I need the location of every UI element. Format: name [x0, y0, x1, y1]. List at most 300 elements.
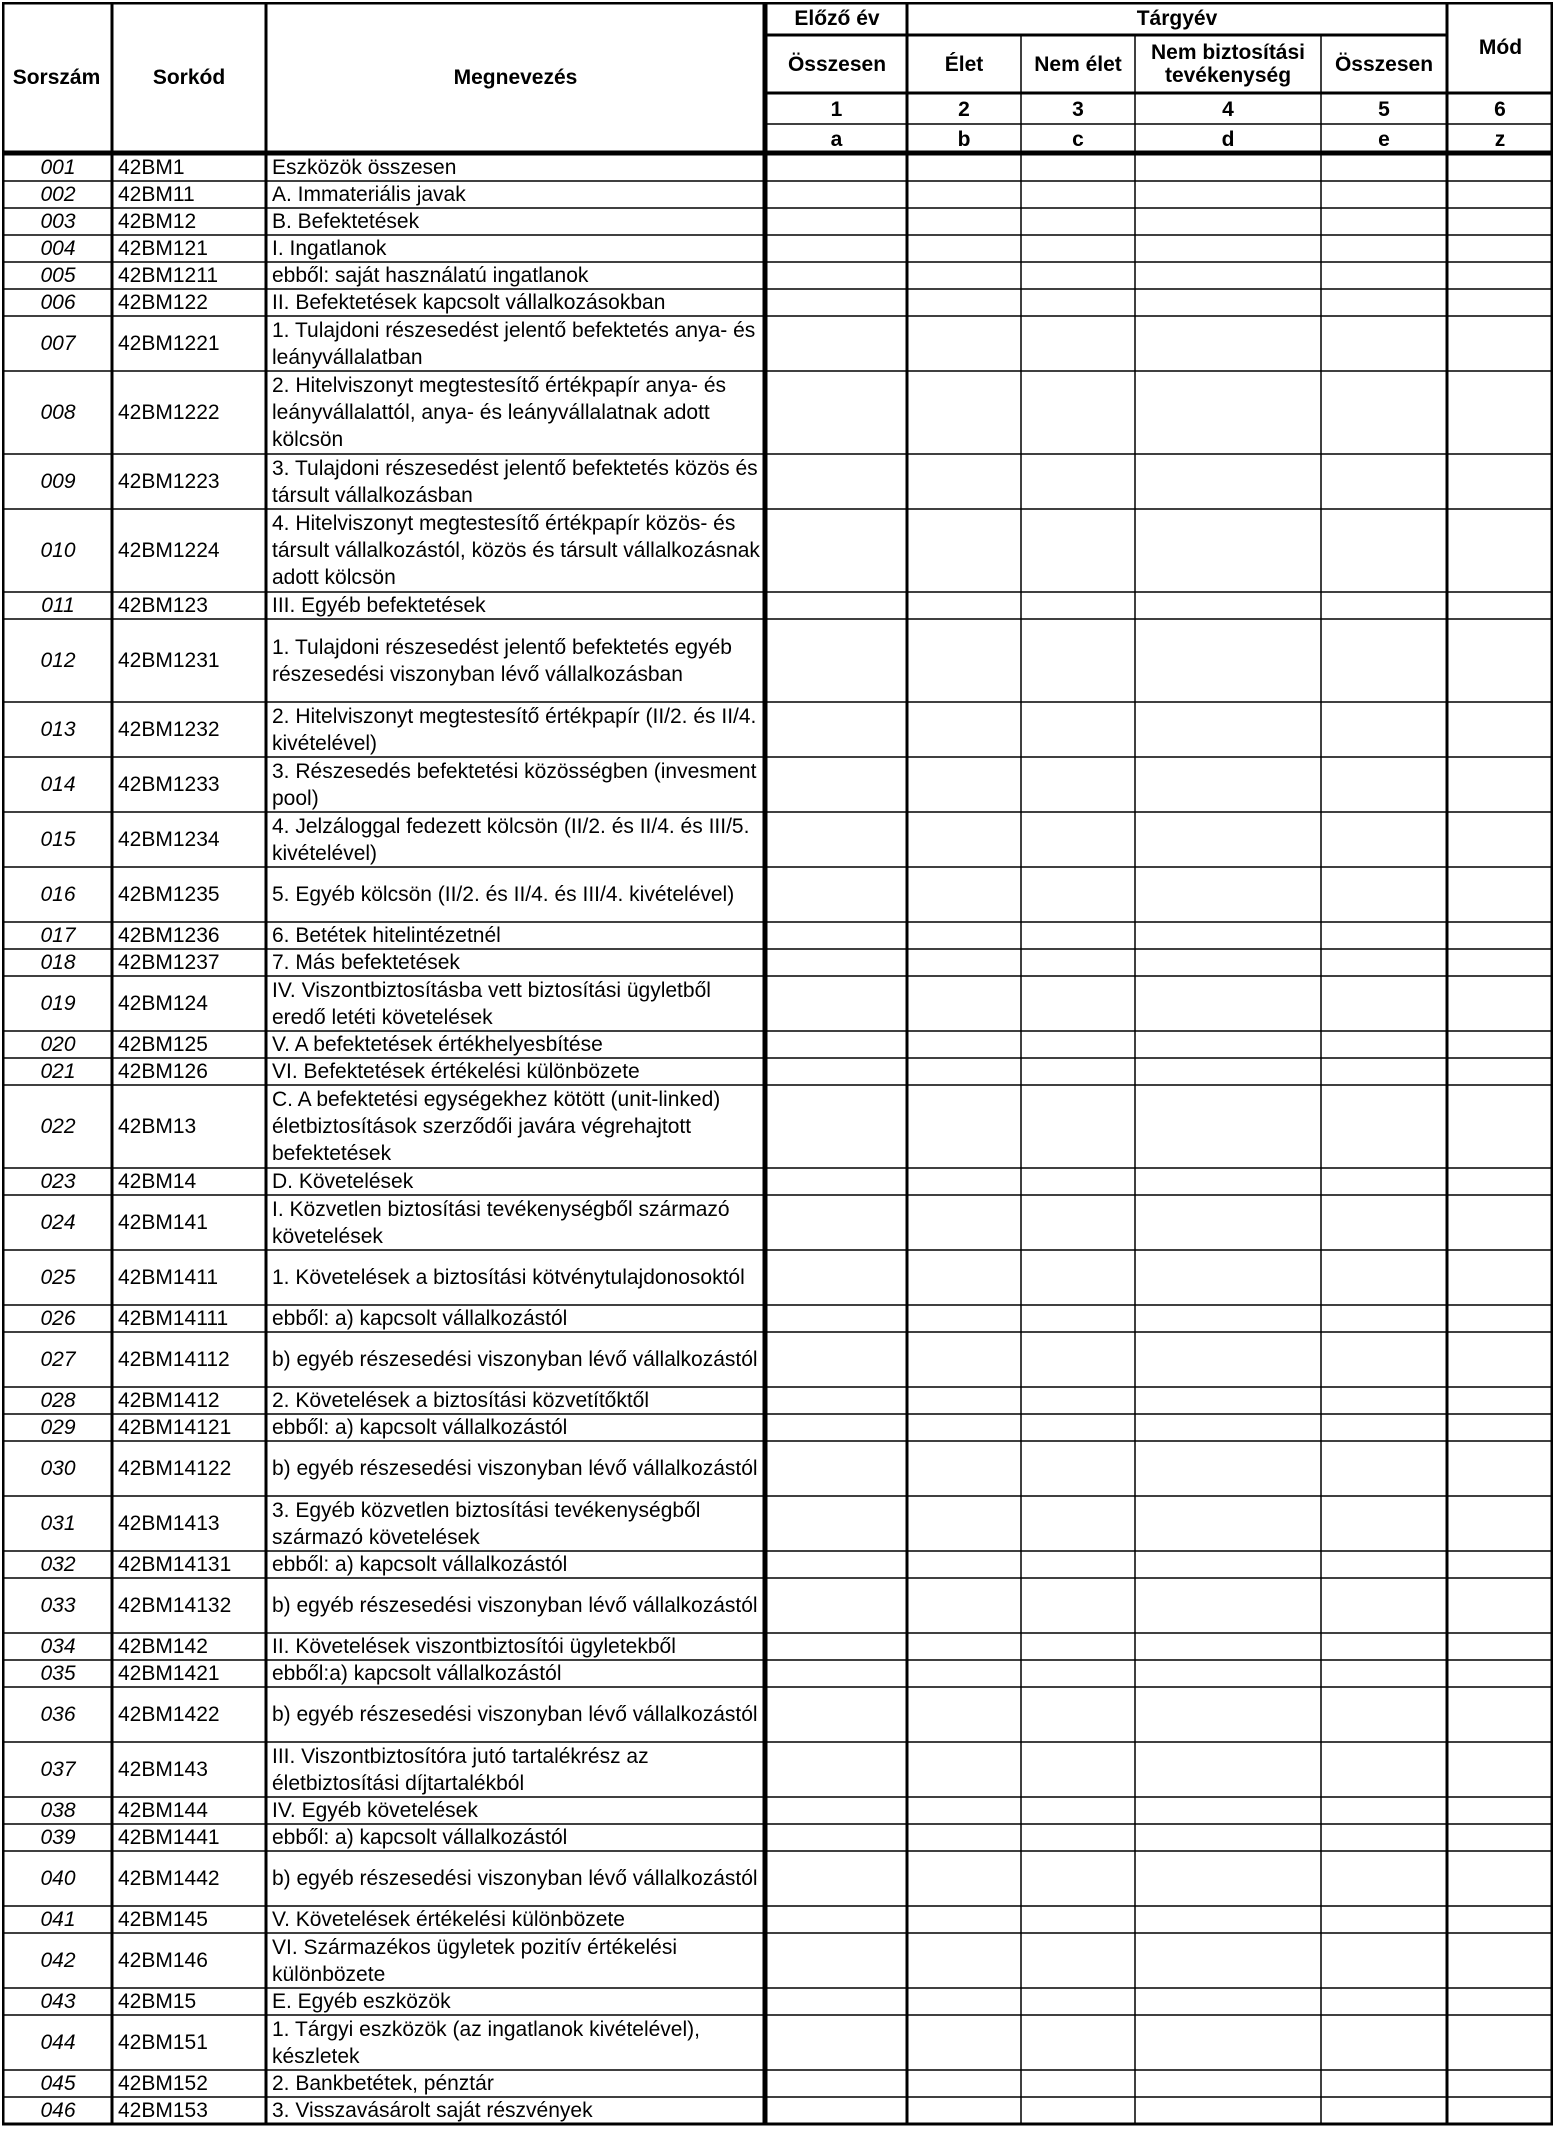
row-value-cell[interactable] — [1138, 1388, 1319, 1413]
row-value-cell[interactable] — [910, 1251, 1019, 1304]
row-value-cell[interactable] — [1138, 2071, 1319, 2096]
row-value-cell[interactable] — [910, 2071, 1019, 2096]
row-value-cell[interactable] — [910, 372, 1019, 453]
row-value-cell[interactable] — [769, 182, 905, 207]
row-number: 015 — [40, 828, 76, 851]
row-code: 42BM14112 — [118, 1348, 230, 1371]
row-value-cell[interactable] — [910, 1743, 1019, 1796]
row-value-cell[interactable] — [1450, 1743, 1551, 1796]
row-value-cell[interactable] — [1450, 1661, 1551, 1686]
row-value-cell[interactable] — [1024, 1251, 1133, 1304]
row-value-cell[interactable] — [910, 1306, 1019, 1331]
row-value-cell[interactable] — [1324, 950, 1445, 975]
header-megnevezes: Megnevezés — [453, 65, 578, 89]
row-value-cell[interactable] — [1450, 182, 1551, 207]
row-value-cell[interactable] — [1138, 1743, 1319, 1796]
row-value-cell[interactable] — [769, 758, 905, 811]
row-value-cell[interactable] — [1450, 455, 1551, 508]
row-value-cell[interactable] — [1024, 1169, 1133, 1194]
row-name: 2. Hitelviszonyt megtestesítő értékpapír (II/2. és II/4. kivételével) — [272, 704, 757, 755]
row-value-cell[interactable] — [910, 1388, 1019, 1413]
row-value-cell[interactable] — [1138, 1032, 1319, 1057]
row-value-cell[interactable] — [769, 1497, 905, 1550]
row-value-cell[interactable] — [1450, 2098, 1551, 2123]
row-value-cell[interactable] — [769, 155, 905, 180]
row-value-cell[interactable] — [910, 1798, 1019, 1823]
row-value-cell[interactable] — [1024, 455, 1133, 508]
row-value-cell[interactable] — [1324, 317, 1445, 370]
row-value-cell[interactable] — [1024, 1852, 1133, 1905]
row-value-cell[interactable] — [769, 455, 905, 508]
row-value-cell[interactable] — [1138, 263, 1319, 288]
row-value-cell[interactable] — [1324, 1688, 1445, 1741]
row-value-cell[interactable] — [1450, 1579, 1551, 1632]
row-number: 004 — [40, 237, 76, 260]
row-value-cell[interactable] — [910, 868, 1019, 921]
row-number: 007 — [40, 332, 76, 355]
row-value-cell[interactable] — [1138, 1196, 1319, 1249]
row-value-cell[interactable] — [1324, 1059, 1445, 1084]
row-value-cell[interactable] — [1024, 182, 1133, 207]
row-value-cell[interactable] — [910, 923, 1019, 948]
row-value-cell[interactable] — [1450, 290, 1551, 315]
row-value-cell[interactable] — [1324, 155, 1445, 180]
row-value-cell[interactable] — [1024, 813, 1133, 866]
row-value-cell[interactable] — [1324, 1032, 1445, 1057]
row-value-cell[interactable] — [1024, 593, 1133, 618]
row-value-cell[interactable] — [1450, 1825, 1551, 1850]
row-value-cell[interactable] — [1324, 290, 1445, 315]
row-number: 008 — [40, 401, 76, 424]
row-value-cell[interactable] — [1138, 868, 1319, 921]
row-value-cell[interactable] — [910, 1634, 1019, 1659]
row-value-cell[interactable] — [910, 209, 1019, 234]
row-value-cell[interactable] — [1138, 1989, 1319, 2014]
row-value-cell[interactable] — [1138, 1333, 1319, 1386]
row-value-cell[interactable] — [910, 2098, 1019, 2123]
row-value-cell[interactable] — [769, 1333, 905, 1386]
row-value-cell[interactable] — [1138, 758, 1319, 811]
row-value-cell[interactable] — [1450, 1552, 1551, 1577]
row-value-cell[interactable] — [1024, 1989, 1133, 2014]
row-value-cell[interactable] — [769, 620, 905, 701]
row-value-cell[interactable] — [1138, 923, 1319, 948]
row-value-cell[interactable] — [910, 2016, 1019, 2069]
row-value-cell[interactable] — [1324, 1169, 1445, 1194]
row-value-cell[interactable] — [1024, 1579, 1133, 1632]
row-value-cell[interactable] — [1324, 236, 1445, 261]
row-value-cell[interactable] — [1138, 290, 1319, 315]
row-value-cell[interactable] — [910, 236, 1019, 261]
row-value-cell[interactable] — [1450, 1032, 1551, 1057]
row-value-cell[interactable] — [1324, 372, 1445, 453]
row-value-cell[interactable] — [1024, 290, 1133, 315]
row-value-cell[interactable] — [1324, 1825, 1445, 1850]
row-value-cell[interactable] — [1324, 1907, 1445, 1932]
row-value-cell[interactable] — [910, 950, 1019, 975]
row-value-cell[interactable] — [769, 1798, 905, 1823]
row-value-cell[interactable] — [1138, 209, 1319, 234]
row-value-cell[interactable] — [910, 1661, 1019, 1686]
row-value-cell[interactable] — [1324, 1852, 1445, 1905]
row-value-cell[interactable] — [1450, 1169, 1551, 1194]
row-value-cell[interactable] — [1450, 155, 1551, 180]
row-value-cell[interactable] — [1138, 372, 1319, 453]
row-value-cell[interactable] — [1024, 1934, 1133, 1987]
row-value-cell[interactable] — [1450, 1934, 1551, 1987]
row-number: 035 — [40, 1662, 76, 1685]
row-value-cell[interactable] — [1024, 1333, 1133, 1386]
row-value-cell[interactable] — [910, 1934, 1019, 1987]
row-value-cell[interactable] — [1324, 593, 1445, 618]
row-value-cell[interactable] — [1138, 1059, 1319, 1084]
row-value-cell[interactable] — [769, 703, 905, 756]
row-value-cell[interactable] — [1324, 455, 1445, 508]
row-value-cell[interactable] — [1138, 977, 1319, 1030]
row-value-cell[interactable] — [910, 1442, 1019, 1495]
row-code: 42BM1412 — [118, 1389, 220, 1412]
row-value-cell[interactable] — [1324, 868, 1445, 921]
row-value-cell[interactable] — [1450, 209, 1551, 234]
row-value-cell[interactable] — [1324, 1442, 1445, 1495]
row-value-cell[interactable] — [1324, 1989, 1445, 2014]
row-value-cell[interactable] — [910, 1989, 1019, 2014]
row-value-cell[interactable] — [1024, 1086, 1133, 1167]
row-number: 042 — [40, 1949, 76, 1972]
row-value-cell[interactable] — [910, 1032, 1019, 1057]
row-value-cell[interactable] — [769, 923, 905, 948]
row-value-cell[interactable] — [910, 1415, 1019, 1440]
row-value-cell[interactable] — [1138, 1306, 1319, 1331]
row-value-cell[interactable] — [1138, 593, 1319, 618]
row-value-cell[interactable] — [1024, 2016, 1133, 2069]
row-value-cell[interactable] — [1024, 2071, 1133, 2096]
row-value-cell[interactable] — [1138, 1688, 1319, 1741]
row-value-cell[interactable] — [910, 182, 1019, 207]
row-value-cell[interactable] — [1324, 1552, 1445, 1577]
row-value-cell[interactable] — [1024, 155, 1133, 180]
row-value-cell[interactable] — [1138, 620, 1319, 701]
row-value-cell[interactable] — [1024, 950, 1133, 975]
row-value-cell[interactable] — [1450, 372, 1551, 453]
row-value-cell[interactable] — [1138, 182, 1319, 207]
row-value-cell[interactable] — [1024, 236, 1133, 261]
row-value-cell[interactable] — [769, 1196, 905, 1249]
column-number: 6 — [1494, 97, 1506, 121]
row-value-cell[interactable] — [910, 813, 1019, 866]
row-value-cell[interactable] — [1024, 1743, 1133, 1796]
row-value-cell[interactable] — [1024, 209, 1133, 234]
row-value-cell[interactable] — [1024, 1825, 1133, 1850]
row-value-cell[interactable] — [910, 1497, 1019, 1550]
row-code: 42BM1223 — [118, 470, 220, 493]
row-value-cell[interactable] — [1138, 1934, 1319, 1987]
row-value-cell[interactable] — [1324, 1634, 1445, 1659]
row-value-cell[interactable] — [910, 1579, 1019, 1632]
row-value-cell[interactable] — [910, 620, 1019, 701]
row-value-cell[interactable] — [1450, 510, 1551, 591]
row-value-cell[interactable] — [1138, 1634, 1319, 1659]
row-value-cell[interactable] — [769, 290, 905, 315]
row-value-cell[interactable] — [910, 263, 1019, 288]
row-value-cell[interactable] — [1138, 1497, 1319, 1550]
row-value-cell[interactable] — [769, 1907, 905, 1932]
row-value-cell[interactable] — [769, 1388, 905, 1413]
row-value-cell[interactable] — [910, 1552, 1019, 1577]
row-value-cell[interactable] — [1450, 1196, 1551, 1249]
row-value-cell[interactable] — [1024, 977, 1133, 1030]
row-value-cell[interactable] — [1324, 1415, 1445, 1440]
row-value-cell[interactable] — [1450, 317, 1551, 370]
row-value-cell[interactable] — [1450, 1086, 1551, 1167]
row-value-cell[interactable] — [1324, 2071, 1445, 2096]
row-value-cell[interactable] — [1324, 758, 1445, 811]
row-value-cell[interactable] — [910, 510, 1019, 591]
row-value-cell[interactable] — [769, 1989, 905, 2014]
row-value-cell[interactable] — [769, 1169, 905, 1194]
row-value-cell[interactable] — [1138, 1086, 1319, 1167]
row-value-cell[interactable] — [1450, 1989, 1551, 2014]
row-value-cell[interactable] — [769, 1552, 905, 1577]
row-value-cell[interactable] — [769, 1059, 905, 1084]
row-value-cell[interactable] — [769, 1086, 905, 1167]
row-value-cell[interactable] — [1324, 1333, 1445, 1386]
row-value-cell[interactable] — [769, 372, 905, 453]
row-value-cell[interactable] — [1450, 1798, 1551, 1823]
row-value-cell[interactable] — [910, 977, 1019, 1030]
row-value-cell[interactable] — [1324, 1934, 1445, 1987]
row-value-cell[interactable] — [769, 209, 905, 234]
row-value-cell[interactable] — [1024, 1907, 1133, 1932]
row-value-cell[interactable] — [1450, 813, 1551, 866]
row-value-cell[interactable] — [910, 1169, 1019, 1194]
row-value-cell[interactable] — [1138, 236, 1319, 261]
row-value-cell[interactable] — [769, 2098, 905, 2123]
row-value-cell[interactable] — [1450, 1388, 1551, 1413]
row-value-cell[interactable] — [1138, 317, 1319, 370]
row-value-cell[interactable] — [910, 1907, 1019, 1932]
row-value-cell[interactable] — [1024, 868, 1133, 921]
row-value-cell[interactable] — [1138, 1825, 1319, 1850]
row-value-cell[interactable] — [1138, 1661, 1319, 1686]
row-value-cell[interactable] — [1450, 620, 1551, 701]
row-value-cell[interactable] — [1138, 1169, 1319, 1194]
row-value-cell[interactable] — [1024, 510, 1133, 591]
row-value-cell[interactable] — [1138, 813, 1319, 866]
row-name: 3. Egyéb közvetlen biztosítási tevékenységből származó követelések — [272, 1498, 701, 1549]
row-value-cell[interactable] — [910, 1852, 1019, 1905]
row-value-cell[interactable] — [1324, 263, 1445, 288]
row-value-cell[interactable] — [769, 593, 905, 618]
row-value-cell[interactable] — [1324, 977, 1445, 1030]
row-value-cell[interactable] — [1450, 1415, 1551, 1440]
row-value-cell[interactable] — [769, 1634, 905, 1659]
row-value-cell[interactable] — [1450, 2071, 1551, 2096]
row-value-cell[interactable] — [1450, 1333, 1551, 1386]
row-value-cell[interactable] — [1450, 1497, 1551, 1550]
row-value-cell[interactable] — [769, 317, 905, 370]
row-value-cell[interactable] — [1450, 236, 1551, 261]
row-value-cell[interactable] — [1024, 1552, 1133, 1577]
row-value-cell[interactable] — [769, 1306, 905, 1331]
row-value-cell[interactable] — [769, 236, 905, 261]
row-value-cell[interactable] — [1324, 813, 1445, 866]
row-value-cell[interactable] — [1024, 372, 1133, 453]
row-value-cell[interactable] — [1138, 1907, 1319, 1932]
row-value-cell[interactable] — [1138, 155, 1319, 180]
row-value-cell[interactable] — [1138, 1852, 1319, 1905]
row-code: 42BM13 — [118, 1115, 197, 1138]
row-value-cell[interactable] — [1138, 455, 1319, 508]
row-value-cell[interactable] — [910, 1196, 1019, 1249]
row-value-cell[interactable] — [1450, 923, 1551, 948]
row-value-cell[interactable] — [769, 977, 905, 1030]
row-value-cell[interactable] — [1024, 1442, 1133, 1495]
row-name: 6. Betétek hitelintézetnél — [272, 924, 501, 947]
row-value-cell[interactable] — [1024, 923, 1133, 948]
row-value-cell[interactable] — [1024, 1634, 1133, 1659]
row-value-cell[interactable] — [910, 1059, 1019, 1084]
row-value-cell[interactable] — [1024, 1798, 1133, 1823]
row-value-cell[interactable] — [1450, 977, 1551, 1030]
row-value-cell[interactable] — [910, 1825, 1019, 1850]
row-value-cell[interactable] — [1024, 263, 1133, 288]
row-code: 42BM12 — [118, 210, 197, 233]
row-value-cell[interactable] — [910, 703, 1019, 756]
row-value-cell[interactable] — [1024, 1059, 1133, 1084]
row-value-cell[interactable] — [769, 1825, 905, 1850]
row-value-cell[interactable] — [1324, 703, 1445, 756]
header-targyev: Tárgyév — [1136, 6, 1218, 30]
row-value-cell[interactable] — [1324, 1196, 1445, 1249]
row-value-cell[interactable] — [1138, 1251, 1319, 1304]
row-value-cell[interactable] — [1324, 1388, 1445, 1413]
row-value-cell[interactable] — [1450, 1907, 1551, 1932]
row-value-cell[interactable] — [910, 317, 1019, 370]
row-value-cell[interactable] — [910, 758, 1019, 811]
row-value-cell[interactable] — [1024, 1388, 1133, 1413]
row-value-cell[interactable] — [1324, 510, 1445, 591]
row-value-cell[interactable] — [1450, 1306, 1551, 1331]
row-value-cell[interactable] — [769, 1415, 905, 1440]
row-value-cell[interactable] — [910, 455, 1019, 508]
row-value-cell[interactable] — [1324, 1251, 1445, 1304]
row-value-cell[interactable] — [1450, 1688, 1551, 1741]
row-value-cell[interactable] — [1324, 1306, 1445, 1331]
row-value-cell[interactable] — [769, 1743, 905, 1796]
row-value-cell[interactable] — [769, 1579, 905, 1632]
row-value-cell[interactable] — [769, 1442, 905, 1495]
row-value-cell[interactable] — [769, 1251, 905, 1304]
row-value-cell[interactable] — [910, 290, 1019, 315]
row-number: 033 — [40, 1594, 76, 1617]
header-osszesen-prev: Összesen — [787, 52, 887, 76]
row-value-cell[interactable] — [769, 813, 905, 866]
row-value-cell[interactable] — [1024, 1415, 1133, 1440]
row-value-cell[interactable] — [1450, 1442, 1551, 1495]
row-value-cell[interactable] — [1138, 1579, 1319, 1632]
row-value-cell[interactable] — [1450, 868, 1551, 921]
row-value-cell[interactable] — [1324, 1798, 1445, 1823]
row-value-cell[interactable] — [1024, 620, 1133, 701]
row-name: B. Befektetések — [272, 210, 420, 233]
row-value-cell[interactable] — [910, 1086, 1019, 1167]
row-value-cell[interactable] — [1450, 1059, 1551, 1084]
row-number: 001 — [40, 156, 76, 179]
row-value-cell[interactable] — [1024, 2098, 1133, 2123]
row-value-cell[interactable] — [1024, 1306, 1133, 1331]
row-value-cell[interactable] — [769, 263, 905, 288]
row-value-cell[interactable] — [1138, 1552, 1319, 1577]
row-value-cell[interactable] — [769, 2071, 905, 2096]
row-value-cell[interactable] — [769, 2016, 905, 2069]
row-value-cell[interactable] — [1138, 2016, 1319, 2069]
row-value-cell[interactable] — [769, 950, 905, 975]
row-value-cell[interactable] — [769, 1934, 905, 1987]
row-value-cell[interactable] — [1324, 2098, 1445, 2123]
row-value-cell[interactable] — [769, 1032, 905, 1057]
row-value-cell[interactable] — [910, 1688, 1019, 1741]
row-value-cell[interactable] — [1138, 703, 1319, 756]
row-value-cell[interactable] — [769, 1688, 905, 1741]
row-value-cell[interactable] — [1138, 510, 1319, 591]
row-value-cell[interactable] — [1450, 1852, 1551, 1905]
row-value-cell[interactable] — [1450, 1634, 1551, 1659]
row-value-cell[interactable] — [769, 1852, 905, 1905]
header-elet: Élet — [944, 52, 984, 76]
row-value-cell[interactable] — [769, 868, 905, 921]
row-value-cell[interactable] — [1138, 2098, 1319, 2123]
row-value-cell[interactable] — [1324, 1743, 1445, 1796]
row-value-cell[interactable] — [910, 593, 1019, 618]
row-value-cell[interactable] — [769, 1661, 905, 1686]
row-value-cell[interactable] — [1138, 950, 1319, 975]
row-value-cell[interactable] — [1324, 1579, 1445, 1632]
row-value-cell[interactable] — [1450, 703, 1551, 756]
row-value-cell[interactable] — [1024, 703, 1133, 756]
row-value-cell[interactable] — [1024, 317, 1133, 370]
row-code: 42BM1221 — [118, 332, 220, 355]
row-value-cell[interactable] — [769, 510, 905, 591]
row-value-cell[interactable] — [1024, 1032, 1133, 1057]
row-value-cell[interactable] — [1324, 1086, 1445, 1167]
row-value-cell[interactable] — [1324, 2016, 1445, 2069]
row-value-cell[interactable] — [1024, 1196, 1133, 1249]
row-value-cell[interactable] — [1450, 1251, 1551, 1304]
row-value-cell[interactable] — [1324, 1661, 1445, 1686]
row-value-cell[interactable] — [1024, 1688, 1133, 1741]
row-value-cell[interactable] — [1450, 263, 1551, 288]
row-value-cell[interactable] — [910, 155, 1019, 180]
column-letter: z — [1494, 127, 1506, 151]
row-value-cell[interactable] — [1324, 620, 1445, 701]
row-value-cell[interactable] — [1450, 593, 1551, 618]
row-value-cell[interactable] — [1024, 1497, 1133, 1550]
row-value-cell[interactable] — [910, 1333, 1019, 1386]
row-value-cell[interactable] — [1324, 923, 1445, 948]
row-value-cell[interactable] — [1138, 1415, 1319, 1440]
row-value-cell[interactable] — [1450, 950, 1551, 975]
row-value-cell[interactable] — [1138, 1442, 1319, 1495]
row-value-cell[interactable] — [1024, 1661, 1133, 1686]
row-value-cell[interactable] — [1324, 182, 1445, 207]
row-value-cell[interactable] — [1450, 2016, 1551, 2069]
row-value-cell[interactable] — [1138, 1798, 1319, 1823]
row-value-cell[interactable] — [1324, 1497, 1445, 1550]
row-value-cell[interactable] — [1324, 209, 1445, 234]
row-value-cell[interactable] — [1024, 758, 1133, 811]
row-value-cell[interactable] — [1450, 758, 1551, 811]
